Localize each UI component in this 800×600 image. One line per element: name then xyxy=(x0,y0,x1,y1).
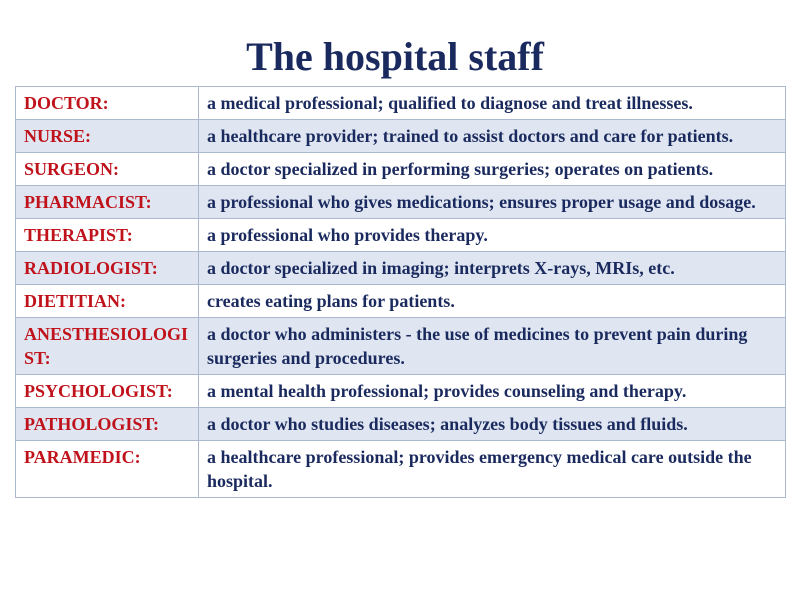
table-row xyxy=(16,153,786,186)
term-cell: SURGEON: xyxy=(16,153,199,186)
definition-cell: a healthcare professional; provides emergency medical care outside the hospital. xyxy=(199,441,786,498)
staff-table xyxy=(15,86,786,498)
term-cell: PARAMEDIC: xyxy=(16,441,199,498)
term-cell: PATHOLOGIST: xyxy=(16,408,199,441)
term-cell: ANESTHESIOLOGIST: xyxy=(16,318,199,375)
term-cell: PSYCHOLOGIST: xyxy=(16,375,199,408)
definition-cell: a healthcare provider; trained to assist doctors and care for patients. xyxy=(199,120,786,153)
definition-cell: a doctor who administers - the use of medicines to prevent pain during surgeries and procedures. xyxy=(199,318,786,375)
term-cell: DIETITIAN: xyxy=(16,285,199,318)
term-cell: NURSE: xyxy=(16,120,199,153)
definition-cell: a professional who provides therapy. xyxy=(199,219,786,252)
table-row xyxy=(16,186,786,219)
definition-cell: a professional who gives medications; ensures proper usage and dosage. xyxy=(199,186,786,219)
term-cell: DOCTOR: xyxy=(16,87,199,120)
table-row xyxy=(16,285,786,318)
page-title: The hospital staff xyxy=(246,34,544,79)
definition-cell: a doctor specialized in performing surgeries; operates on patients. xyxy=(199,153,786,186)
table-row xyxy=(16,87,786,120)
definition-cell: a doctor who studies diseases; analyzes body tissues and fluids. xyxy=(199,408,786,441)
term-cell: THERAPIST: xyxy=(16,219,199,252)
term-cell: PHARMACIST: xyxy=(16,186,199,219)
table-row xyxy=(16,408,786,441)
table-row xyxy=(16,252,786,285)
table-row xyxy=(16,219,786,252)
definition-cell: a medical professional; qualified to diagnose and treat illnesses. xyxy=(199,87,786,120)
table-row xyxy=(16,375,786,408)
definition-cell: a mental health professional; provides counseling and therapy. xyxy=(199,375,786,408)
definition-cell: creates eating plans for patients. xyxy=(199,285,786,318)
table-row xyxy=(16,120,786,153)
table-row xyxy=(16,441,786,498)
table-row xyxy=(16,318,786,375)
term-cell: RADIOLOGIST: xyxy=(16,252,199,285)
definition-cell: a doctor specialized in imaging; interprets X-rays, MRIs, etc. xyxy=(199,252,786,285)
